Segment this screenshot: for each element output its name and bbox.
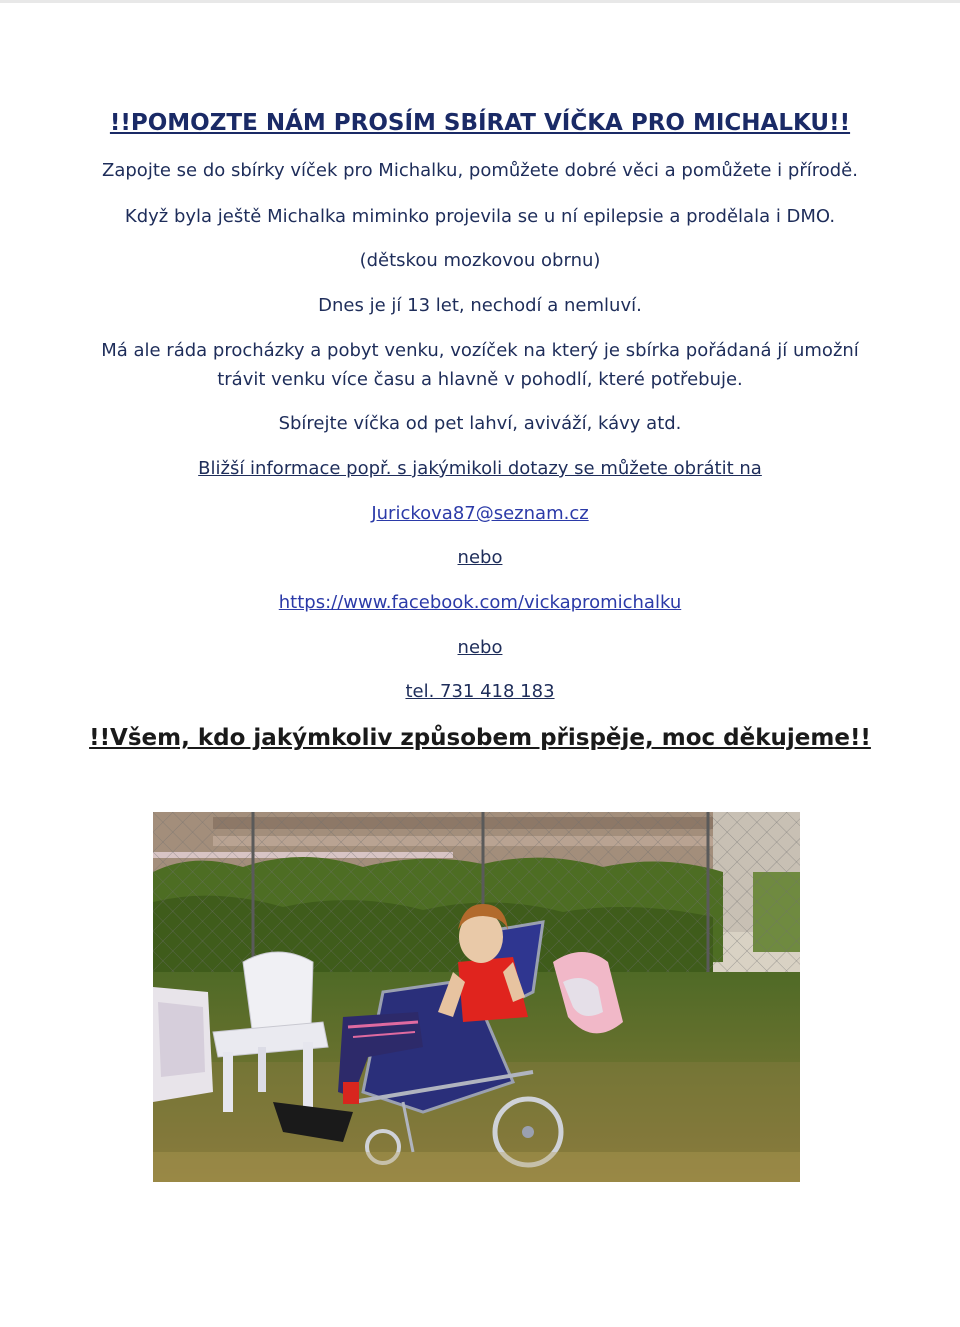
paragraph-wheelchair-line-1: Má ale ráda procházky a pobyt venku, vozíček na který je sbírka pořádaná jí umožní bbox=[101, 340, 859, 361]
paragraph-age: Dnes je jí 13 let, nechodí a nemluví. bbox=[318, 295, 642, 316]
contact-intro: Bližší informace popř. s jakýmikoli dotazy se můžete obrátit na bbox=[198, 458, 762, 479]
paragraph-dmo-explanation: (dětskou mozkovou obrnu) bbox=[359, 250, 601, 271]
page-title: !!POMOZTE NÁM PROSÍM SBÍRAT VÍČKA PRO MICHALKU!! bbox=[109, 110, 851, 136]
email-link[interactable]: Jurickova87@seznam.cz bbox=[371, 503, 589, 524]
paragraph-what-to-collect: Sbírejte víčka od pet lahví, aviváží, kávy atd. bbox=[278, 413, 682, 434]
paragraph-wheelchair-line-2: trávit venku více času a hlavně v pohodlí, které potřebuje. bbox=[217, 369, 743, 390]
paragraph-collection-intro: Zapojte se do sbírky víček pro Michalku, pomůžete dobré věci a pomůžete i přírodě. bbox=[102, 160, 858, 181]
paragraph-diagnosis: Když byla ještě Michalka miminko projevila se u ní epilepsie a prodělala i DMO. bbox=[124, 206, 836, 227]
or-separator-1: nebo bbox=[457, 547, 503, 568]
photo-girl-in-wheelchair bbox=[153, 812, 800, 1182]
facebook-link[interactable]: https://www.facebook.com/vickapromichalku bbox=[278, 592, 682, 613]
or-separator-2: nebo bbox=[457, 637, 503, 658]
page-top-edge bbox=[0, 0, 960, 3]
closing-thanks: !!Všem, kdo jakýmkoliv způsobem přispěje, moc děkujeme!! bbox=[89, 725, 871, 751]
phone-number: tel. 731 418 183 bbox=[405, 681, 555, 702]
